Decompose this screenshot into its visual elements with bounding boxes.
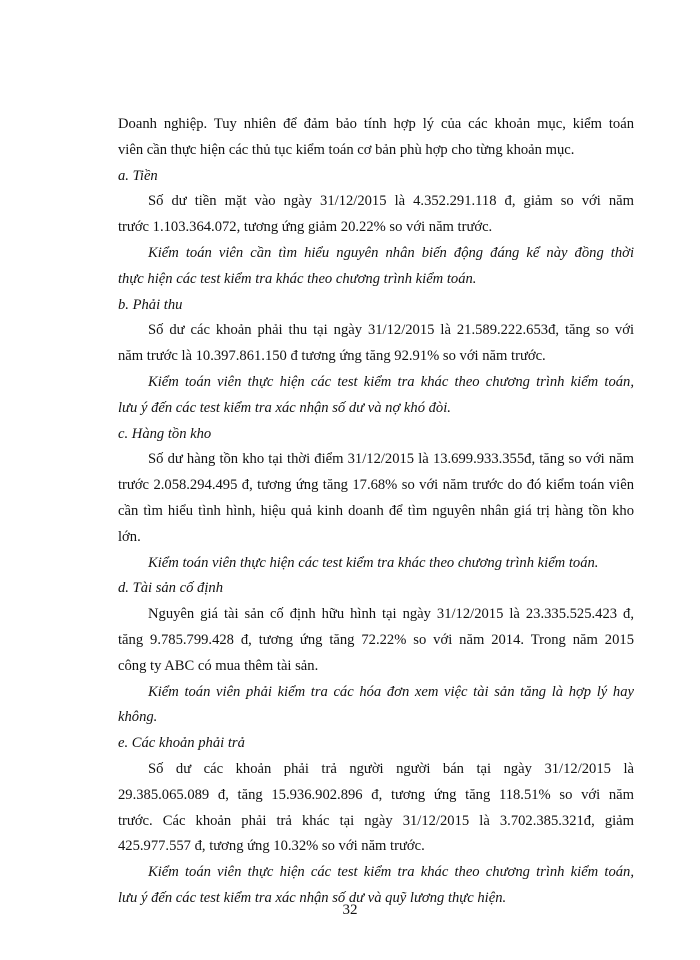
section-body-line: năm trước là 10.397.861.150 đ tương ứng tăng 92.91% so với năm trước.	[118, 348, 546, 365]
section-body-line: Số dư các khoản phải thu tại ngày 31/12/2015 là 21.589.222.653đ, tăng so với	[148, 322, 634, 339]
section-body-line: tăng 9.785.799.428 đ, tương ứng tăng 72.22% so với năm 2014. Trong năm 2015	[118, 631, 634, 648]
page-number: 32	[342, 902, 358, 918]
section-body-line: cần tìm hiểu tình hình, hiệu quả kinh doanh để tìm nguyên nhân giá trị hàng tồn kho lớn.	[118, 502, 634, 545]
intro-line: viên cần thực hiện các thủ tục kiểm toán cơ bản phù hợp cho từng khoản mục.	[118, 141, 575, 158]
section-body-line: 425.977.557 đ, tương ứng 10.32% so với năm trước.	[118, 838, 425, 855]
section-heading-phai-thu: b. Phải thu	[118, 296, 183, 313]
section-body-line: trước. Các khoản phải trả khác tại ngày 31/12/2015 là 3.702.385.321đ, giảm	[118, 812, 634, 829]
section-body-line: Số dư hàng tồn kho tại thời điểm 31/12/2015 là 13.699.933.355đ, tăng so với năm	[148, 451, 634, 468]
section-heading-tai-san-co-dinh: d. Tài sản cố định	[118, 580, 223, 597]
auditor-note-line: thực hiện các test kiểm tra khác theo chương trình kiểm toán.	[118, 270, 477, 287]
auditor-note-line: Kiểm toán viên thực hiện các test kiểm tra khác theo chương trình kiểm toán,	[148, 864, 634, 881]
section-heading-cac-khoan-phai-tra: e. Các khoản phải trả	[118, 735, 245, 752]
section-body-line: 29.385.065.089 đ, tăng 15.936.902.896 đ, tương ứng tăng 118.51% so với năm	[118, 786, 634, 803]
auditor-note-line: Kiểm toán viên thực hiện các test kiểm tra khác theo chương trình kiểm toán.	[148, 554, 599, 571]
section-body-line: trước 2.058.294.495 đ, tương ứng tăng 17.68% so với năm trước do đó kiểm toán viên	[118, 477, 634, 494]
auditor-note-line: Kiểm toán viên phải kiểm tra các hóa đơn xem việc tài sản tăng là hợp lý hay không.	[118, 683, 634, 726]
section-heading-tien: a. Tiền	[118, 167, 158, 184]
section-body-line: trước 1.103.364.072, tương ứng giảm 20.22% so với năm trước.	[118, 219, 493, 236]
auditor-note-line: lưu ý đến các test kiểm tra xác nhận số dư và nợ khó đòi.	[118, 399, 451, 416]
auditor-note-line: lưu ý đến các test kiểm tra xác nhận số dư và quỹ lương thực hiện.	[118, 889, 507, 906]
section-body-line: Nguyên giá tài sản cố định hữu hình tại ngày 31/12/2015 là 23.335.525.423 đ,	[148, 606, 634, 623]
auditor-note-line: Kiểm toán viên cần tìm hiểu nguyên nhân biến động đáng kể này đồng thời	[148, 244, 634, 261]
section-body-line: công ty ABC có mua thêm tài sản.	[118, 657, 319, 674]
section-heading-hang-ton-kho: c. Hàng tồn kho	[118, 425, 212, 442]
auditor-note-line: Kiểm toán viên thực hiện các test kiểm tra khác theo chương trình kiểm toán,	[148, 373, 634, 390]
intro-line: Doanh nghiệp. Tuy nhiên để đảm bảo tính hợp lý của các khoản mục, kiểm toán	[118, 116, 634, 132]
section-body-line: Số dư tiền mặt vào ngày 31/12/2015 là 4.352.291.118 đ, giảm so với năm	[148, 193, 634, 210]
document-body	[118, 112, 634, 912]
section-body-line: Số dư các khoản phải trả người người bán tại ngày 31/12/2015 là	[148, 760, 634, 777]
